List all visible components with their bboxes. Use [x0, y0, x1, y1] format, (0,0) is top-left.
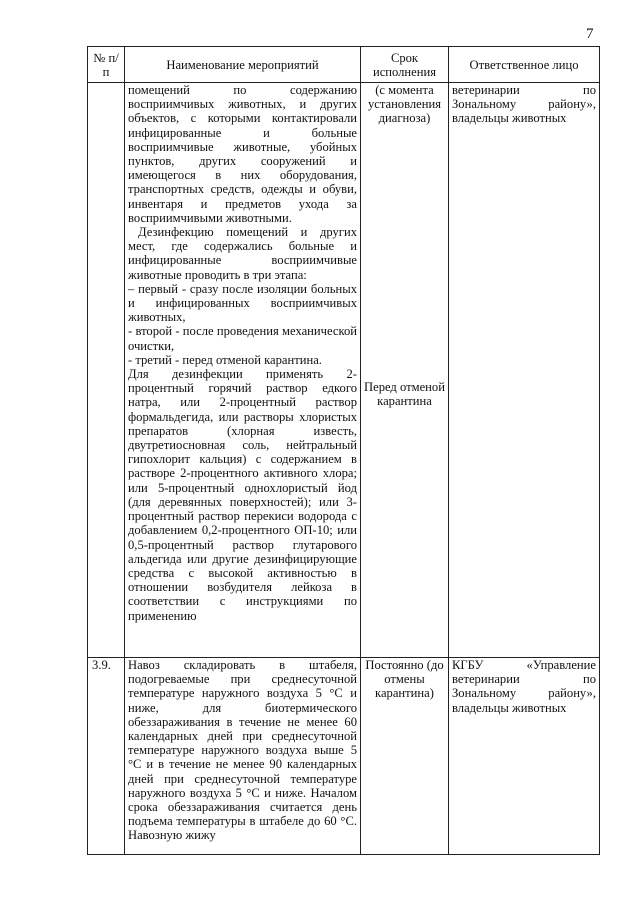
row-measure-text [125, 658, 361, 855]
header-name: Наименование мероприятий [125, 47, 361, 83]
term-bottom: Перед отменой карантина [364, 379, 445, 408]
row-responsible: ветеринарии по Зональному району», владельцы животных [449, 83, 600, 658]
row-num: 3.9. [88, 658, 125, 855]
row-measure-text [125, 83, 361, 658]
header-term: Срок исполнения [361, 47, 449, 83]
measure-paragraph: Навоз складировать в штабеля, подогреваемые при среднесуточной температуре наружного воздуха 5 °С и ниже, для биотермического обеззараживания в течение не менее 60 календарных дней при среднесуточной температуре наружного воздуха выше 5 °С и в течение не менее 90 календарных дней при среднесуточной температуре наружного воздуха 5 °С и ниже. Началом срока обеззараживания считается день подъема температуры в штабеле до 60 °С. Навозную жижу [128, 658, 357, 843]
row-num [88, 83, 125, 658]
measures-table-wrapper [87, 46, 600, 855]
measure-paragraph: Дезинфекцию помещений и других мест, где содержались больные и инфицированные восприимчивые животные проводить в три этапа: [128, 225, 357, 282]
measure-paragraph: - второй - после проведения механической очистки, [128, 324, 357, 353]
row-responsible: КГБУ «Управление ветеринарии по Зональному району», владельцы животных [449, 658, 600, 855]
table-row [88, 83, 600, 658]
page-number: 7 [586, 26, 594, 42]
header-num: № п/п [88, 47, 125, 83]
measure-paragraph: помещений по содержанию восприимчивых животных, и других объектов, с которыми контактировали инфицированные и больные восприимчивые животные, убойных пунктов, других сооружений и имеющегося в них оборудования, транспортных средств, одежды и обуви, инвентаря и предметов ухода за восприимчивыми животными. [128, 83, 357, 225]
measure-paragraph: – первый - сразу после изоляции больных и инфицированных восприимчивых животных, [128, 281, 357, 325]
table-row [88, 658, 600, 855]
measure-paragraph: - третий - перед отменой карантина. [128, 352, 322, 367]
row-term [361, 83, 449, 658]
term-spacer [364, 126, 445, 380]
measures-table [87, 46, 600, 855]
measure-paragraph: Для дезинфекции применять 2-процентный горячий раствор едкого натра, или 2-процентный раствор формальдегида, или растворы хлористых препаратов (хлорная известь, двутретиосновная соль, нейтральный гипохлорит кальция) с содержанием в растворе 2-процентного активного хлора; или 5-процентный однохлористый йод (для деревянных поверхностей); или 3-процентный раствор перекиси водорода с добавлением 0,2-процентного ОП-10; или 0,5-процентный раствор глутарового альдегида или другие дезинфицирующие средства с высокой активностью в отношении возбудителя лейкоза в соответствии с инструкциями по применению [128, 367, 357, 623]
table-header-row [88, 47, 600, 83]
header-responsible: Ответственное лицо [449, 47, 600, 83]
row-term: Постоянно (до отмены карантина) [361, 658, 449, 855]
term-top: (с момента установления диагноза) [367, 83, 442, 126]
